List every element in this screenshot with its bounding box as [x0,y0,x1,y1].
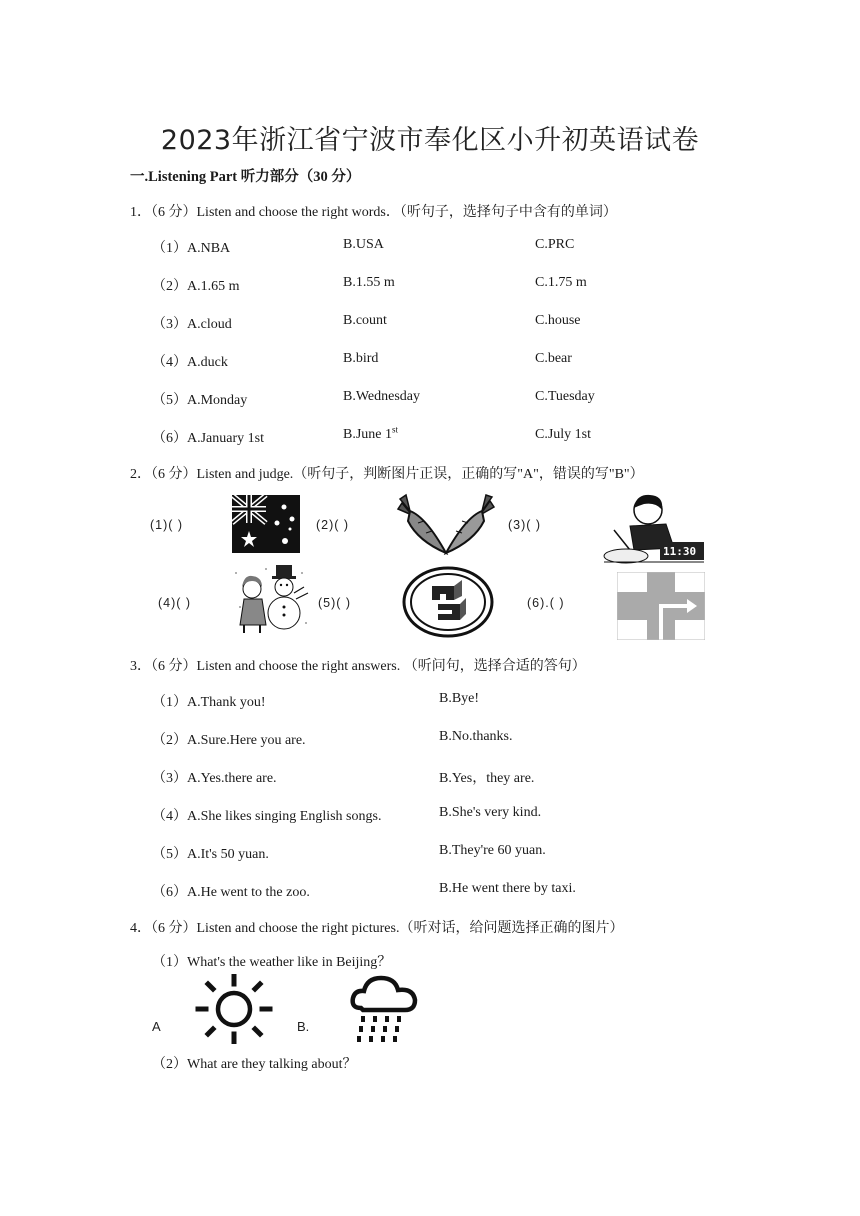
boy-eating-clock-icon [600,490,706,568]
q1-option-c: C.1.75 m [535,275,587,290]
question-3-stem: 3．（6 分）Listen and choose the right answers. （听问句，选择合适的答句） [130,659,586,674]
q1-option-a: （4）A.duck [152,355,228,370]
snowman-girl-icon [232,563,312,635]
q1-option-a: （2）A.1.65 m [152,279,240,294]
q1-option-c: C.July 1st [535,427,592,442]
q4-option-a-label: A [152,1019,161,1034]
q3-option-b: B.They're 60 yuan. [439,843,546,858]
clock-time: 11:30 [663,545,697,558]
q1-option-c: C.house [535,313,581,328]
q1-option-a: （5）A.Monday [152,393,248,408]
q1-option-a: （6）A.January 1st [152,431,264,446]
q3-option-a: （5）A.It's 50 yuan. [152,847,269,862]
carrots-icon [396,493,496,558]
page-title: 2023年浙江省宁波市奉化区小升初英语试卷 [160,125,700,156]
judge-blank: (6).( ) [527,596,565,610]
section-heading: 一.Listening Part 听力部分（30 分） [130,169,361,185]
q1-option-a: （1）A.NBA [152,241,231,256]
circle-sign-icon [402,566,494,638]
q1-option-b: B.USA [343,237,384,252]
question-2-stem: 2．（6 分）Listen and judge.（听句子，判断图片正误，正确的写"A"，错误的写"B"） [130,467,644,482]
judge-blank: (5)( ) [318,596,352,610]
q4-sub-question-2: （2）What are they talking about？ [152,1057,357,1072]
q3-option-b: B.No.thanks. [439,729,513,744]
sun-icon [194,974,274,1044]
q1-option-b-text: B.June 1 [343,427,392,442]
q1-option-c: C.Tuesday [535,389,595,404]
q1-option-b: B.bird [343,351,379,366]
q3-option-a: （4）A.She likes singing English songs. [152,809,382,824]
judge-blank: (1)( ) [150,518,184,532]
judge-blank: (4)( ) [158,596,192,610]
q1-option-a: （3）A.cloud [152,317,232,332]
q1-option-b: B.1.55 m [343,275,395,290]
q3-option-a: （1）A.Thank you! [152,695,266,710]
q1-option-b: B.count [343,313,387,328]
judge-blank: (3)( ) [508,518,542,532]
australia-flag-icon [232,495,300,553]
judge-blank: (2)( ) [316,518,350,532]
q1-option-b [343,424,399,443]
q1-option-b: B.Wednesday [343,389,421,404]
q3-option-b: B.Yes，they are. [439,771,535,786]
question-1-stem: 1．（6 分）Listen and choose the right words．（听句子，选择句子中含有的单词） [130,205,617,220]
q4-sub-question-1: （1）What's the weather like in Beijing？ [152,955,392,970]
q3-option-a: （3）A.Yes.there are. [152,771,277,786]
q3-option-a: （2）A.Sure.Here you are. [152,733,306,748]
q1-option-c: C.bear [535,351,572,366]
q3-option-b: B.Bye! [439,691,480,706]
q3-option-a: （6）A.He went to the zoo. [152,885,310,900]
q3-option-b: B.She's very kind. [439,805,542,820]
rain-cloud-icon [349,974,419,1044]
q1-option-c: C.PRC [535,237,575,252]
superscript: st [392,424,399,435]
turn-right-road-icon [617,572,705,640]
q3-option-b: B.He went there by taxi. [439,881,576,896]
question-4-stem: 4．（6 分）Listen and choose the right pictures.（听对话，给问题选择正确的图片） [130,921,624,936]
q4-option-b-label: B. [297,1019,310,1034]
